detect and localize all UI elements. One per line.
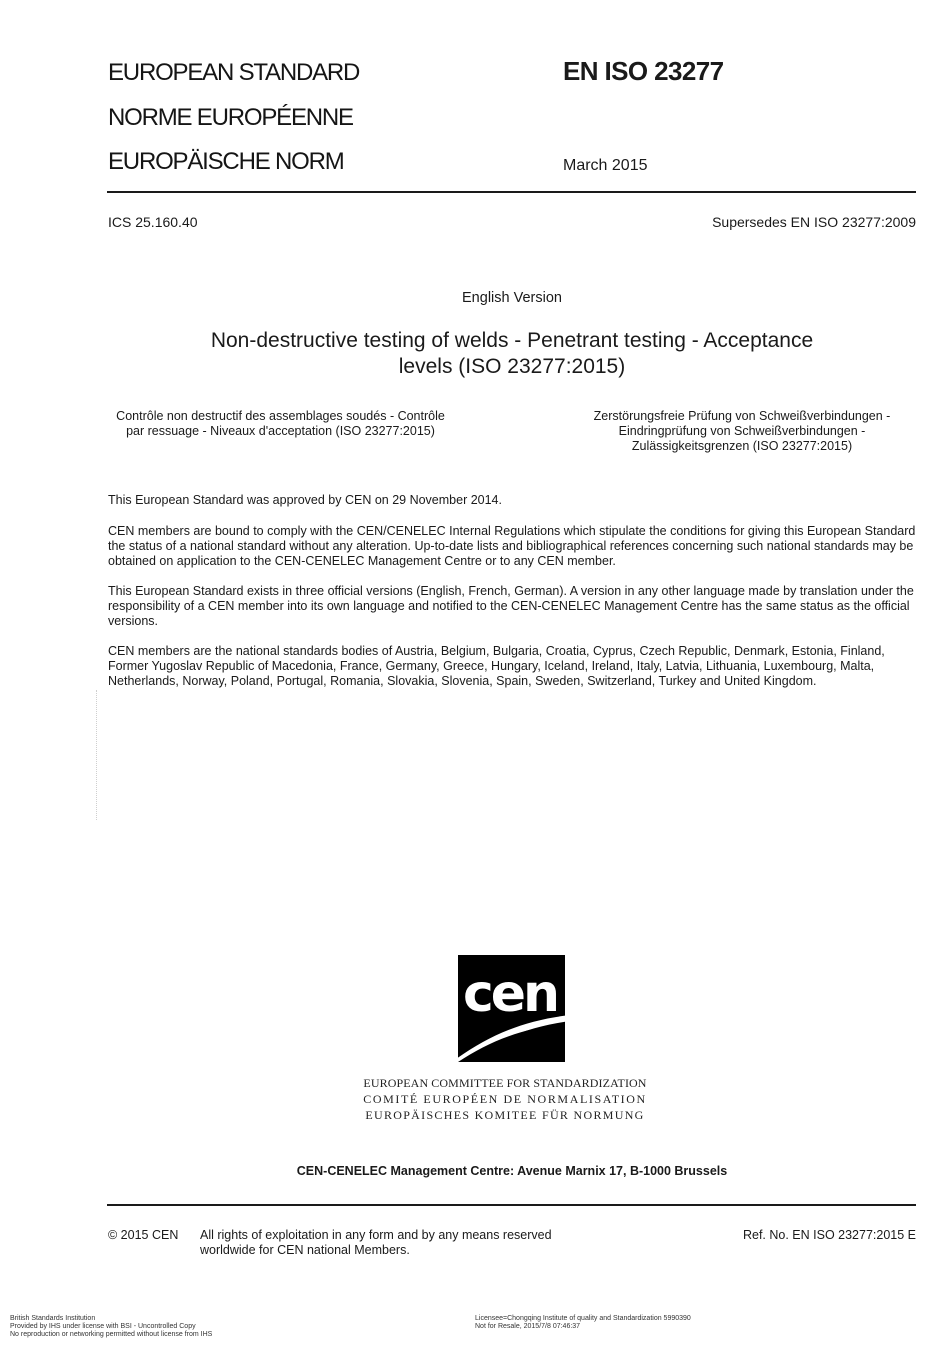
supersedes: Supersedes EN ISO 23277:2009 <box>712 214 916 230</box>
license-right-line1: Licensee=Chongqing Institute of quality and Standardization 5990390 <box>475 1315 691 1322</box>
title-german-line3: Zulässigkeitsgrenzen (ISO 23277:2015) <box>631 439 853 453</box>
header-rule <box>107 191 916 193</box>
footer-rule <box>107 1204 916 1206</box>
cen-logo-graphic <box>458 955 565 1062</box>
license-right-line2: Not for Resale, 2015/7/8 07:46:37 <box>475 1323 581 1330</box>
cen-name-fr: COMITÉ EUROPÉEN DE NORMALISATION <box>363 1092 647 1106</box>
license-left <box>10 1315 212 1339</box>
title-german-line2: Eindringprüfung von Schweißverbindungen - <box>618 424 866 438</box>
paragraph-versions: This European Standard exists in three official versions (English, French, German). A version in any other language made by translation under the responsibility of a CEN member into its own language and notified to the CEN-CENELEC Management Centre has the same status as the official versions. <box>108 584 914 629</box>
document-title-line1: Non-destructive testing of welds - Penetrant testing - Acceptance <box>210 329 814 352</box>
paragraph-approval: This European Standard was approved by CEN on 29 November 2014. <box>108 493 502 507</box>
license-right <box>475 1315 691 1331</box>
cen-name-en: EUROPEAN COMMITTEE FOR STANDARDIZATION <box>363 1076 647 1090</box>
cen-organization-names <box>330 1075 680 1123</box>
license-left-line1: British Standards Institution <box>10 1315 96 1322</box>
rights-statement <box>200 1228 552 1258</box>
cen-address: CEN-CENELEC Management Centre: Avenue Marnix 17, B-1000 Brussels <box>296 1164 728 1178</box>
copyright: © 2015 CEN <box>108 1228 179 1242</box>
reference-number: Ref. No. EN ISO 23277:2015 E <box>742 1228 916 1242</box>
title-de: EUROPÄISCHE NORM <box>108 148 344 175</box>
cen-name-de: EUROPÄISCHES KOMITEE FÜR NORMUNG <box>365 1108 645 1122</box>
title-fr: NORME EUROPÉENNE <box>108 104 353 131</box>
title-en: EUROPEAN STANDARD <box>108 59 360 86</box>
publication-date: March 2015 <box>563 157 648 174</box>
cen-logo-text: cen <box>462 964 558 1024</box>
title-german-line1: Zerstörungsfreie Prüfung von Schweißverbindungen - <box>593 409 891 423</box>
license-left-line2: Provided by IHS under license with BSI - Uncontrolled Copy <box>10 1323 196 1330</box>
rights-line1: All rights of exploitation in any form and by any means reserved <box>200 1228 552 1242</box>
version-label: English Version <box>462 290 562 306</box>
document-title <box>108 328 916 380</box>
document-title-line2: levels (ISO 23277:2015) <box>398 355 626 378</box>
paragraph-members: CEN members are the national standards bodies of Austria, Belgium, Bulgaria, Croatia, Cyprus, Czech Republic, Denmark, Estonia, Finland, Former Yugoslav Republic of Macedonia, France, Germany, Greece, Hungary, Iceland, Ireland, Italy, Latvia, Lithuania, Luxembourg, Malta, Netherlands, Norway, Poland, Portugal, Romania, Slovakia, Slovenia, Spain, Sweden, Switzerland, Turkey and United Kingdom. <box>108 644 885 689</box>
title-french-line1: Contrôle non destructif des assemblages soudés - Contrôle <box>116 409 445 423</box>
margin-scan-marks <box>96 690 100 820</box>
cen-logo <box>458 955 565 1062</box>
title-french <box>108 409 453 439</box>
license-left-line3: No reproduction or networking permitted without license from IHS <box>10 1331 213 1338</box>
title-french-line2: par ressuage - Niveaux d'acceptation (ISO 23277:2015) <box>126 424 435 438</box>
rights-line2: worldwide for CEN national Members. <box>200 1243 410 1257</box>
title-german <box>572 409 912 454</box>
paragraph-compliance: CEN members are bound to comply with the CEN/CENELEC Internal Regulations which stipulate the conditions for giving this European Standard the status of a national standard without any alteration. Up-to-date lists and bibliographical references concerning such national standards may be obtained on application to the CEN-CENELEC Management Centre or to any CEN member. <box>108 524 916 569</box>
ics-code: ICS 25.160.40 <box>108 214 198 230</box>
standard-number: EN ISO 23277 <box>563 56 724 86</box>
